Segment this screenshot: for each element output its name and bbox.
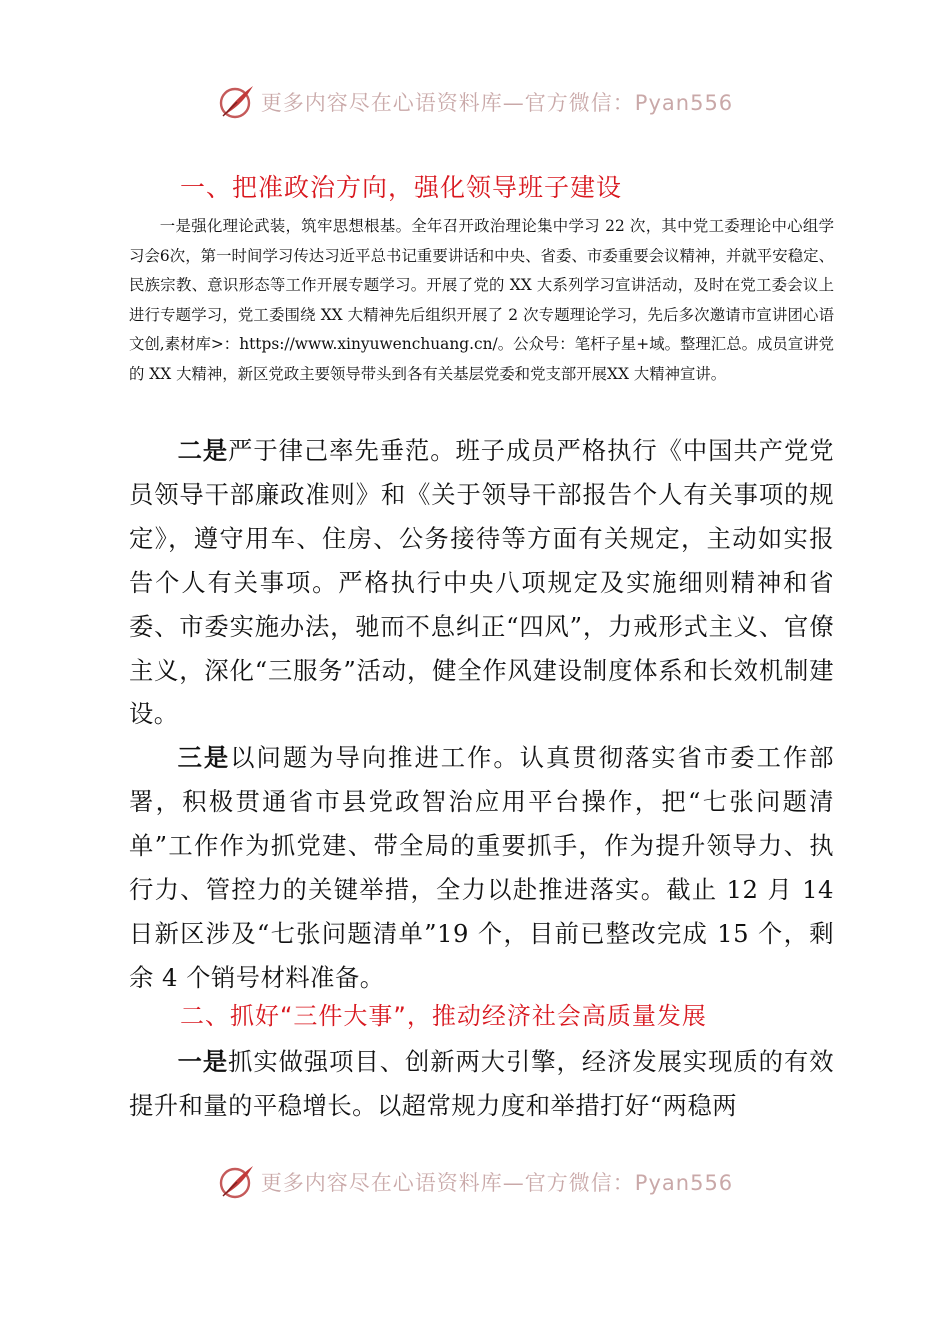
section1-paragraph-2 xyxy=(129,429,834,736)
paragraph-lead: 二是 xyxy=(177,436,229,465)
section2-heading: 二、抓好“三件大事”，推动经济社会高质量发展 xyxy=(180,1002,707,1030)
paragraph-lead: 一是 xyxy=(177,1047,229,1076)
paragraph-body: 以问题为导向推进工作。认真贯彻落实省市委工作部署，积极贯通省市县党政智治应用平台操作，把“七张问题清单”工作作为抓党建、带全局的重要抓手，作为提升领导力、执行力、管控力的关键举措，全力以赴推进落实。截止 12 月 14 日新区涉及“七张问题清单”19 个，目前已整改完成 15 个，剩余 4 个销号材料准备。 xyxy=(129,743,835,992)
quill-pen-logo-icon xyxy=(217,1162,257,1202)
paragraph-body: 严于律己率先垂范。班子成员严格执行《中国共产党党员领导干部廉政准则》和《关于领导干部报告个人有关事项的规定》，遵守用车、住房、公务接待等方面有关规定，主动如实报告个人有关事项。严格执行中央八项规定及实施细则精神和省委、市委实施办法，驰而不息纠正“四风”，力戒形式主义、官僚主义，深化“三服务”活动，健全作风建设制度体系和长效机制建设。 xyxy=(129,436,834,729)
section1-paragraph-3 xyxy=(129,736,834,999)
header-watermark xyxy=(0,80,950,124)
watermark-text: 更多内容尽在心语资料库—官方微信：Pyan556 xyxy=(260,1171,734,1195)
section1-paragraph-1: 一是强化理论武装，筑牢思想根基。全年召开政治理论集中学习 22 次，其中党工委理论中心组学习会6次，第一时间学习传达习近平总书记重要讲话和中央、省委、市委重要会议精神，并就平安稳定、民族宗教、意识形态等工作开展专题学习。开展了党的 XX 大系列学习宣讲活动，及时在党工委会议上进行专题学习，党工委围绕 XX 大精神先后组织开展了 2 次专题理论学习，先后多次邀请市宣讲团心语文创,素材库>：https://www.xinyuwenchuang.cn/。公众号：笔杆子星+域。整理汇总。成员宣讲党的 XX 大精神，新区党政主要领导带头到各有关基层党委和党支部开展XX 大精神宣讲。 xyxy=(129,217,834,383)
watermark-text: 更多内容尽在心语资料库—官方微信：Pyan556 xyxy=(260,91,734,115)
section1-heading: 一、把准政治方向，强化领导班子建设 xyxy=(180,173,623,202)
paragraph-lead: 三是 xyxy=(177,743,231,772)
paragraph-body: 抓实做强项目、创新两大引擎，经济发展实现质的有效提升和量的平稳增长。以超常规力度和举措打好“两稳两 xyxy=(129,1047,834,1120)
quill-pen-logo-icon xyxy=(217,82,257,122)
footer-watermark xyxy=(0,1160,950,1204)
section2-paragraph-1 xyxy=(129,1040,834,1128)
